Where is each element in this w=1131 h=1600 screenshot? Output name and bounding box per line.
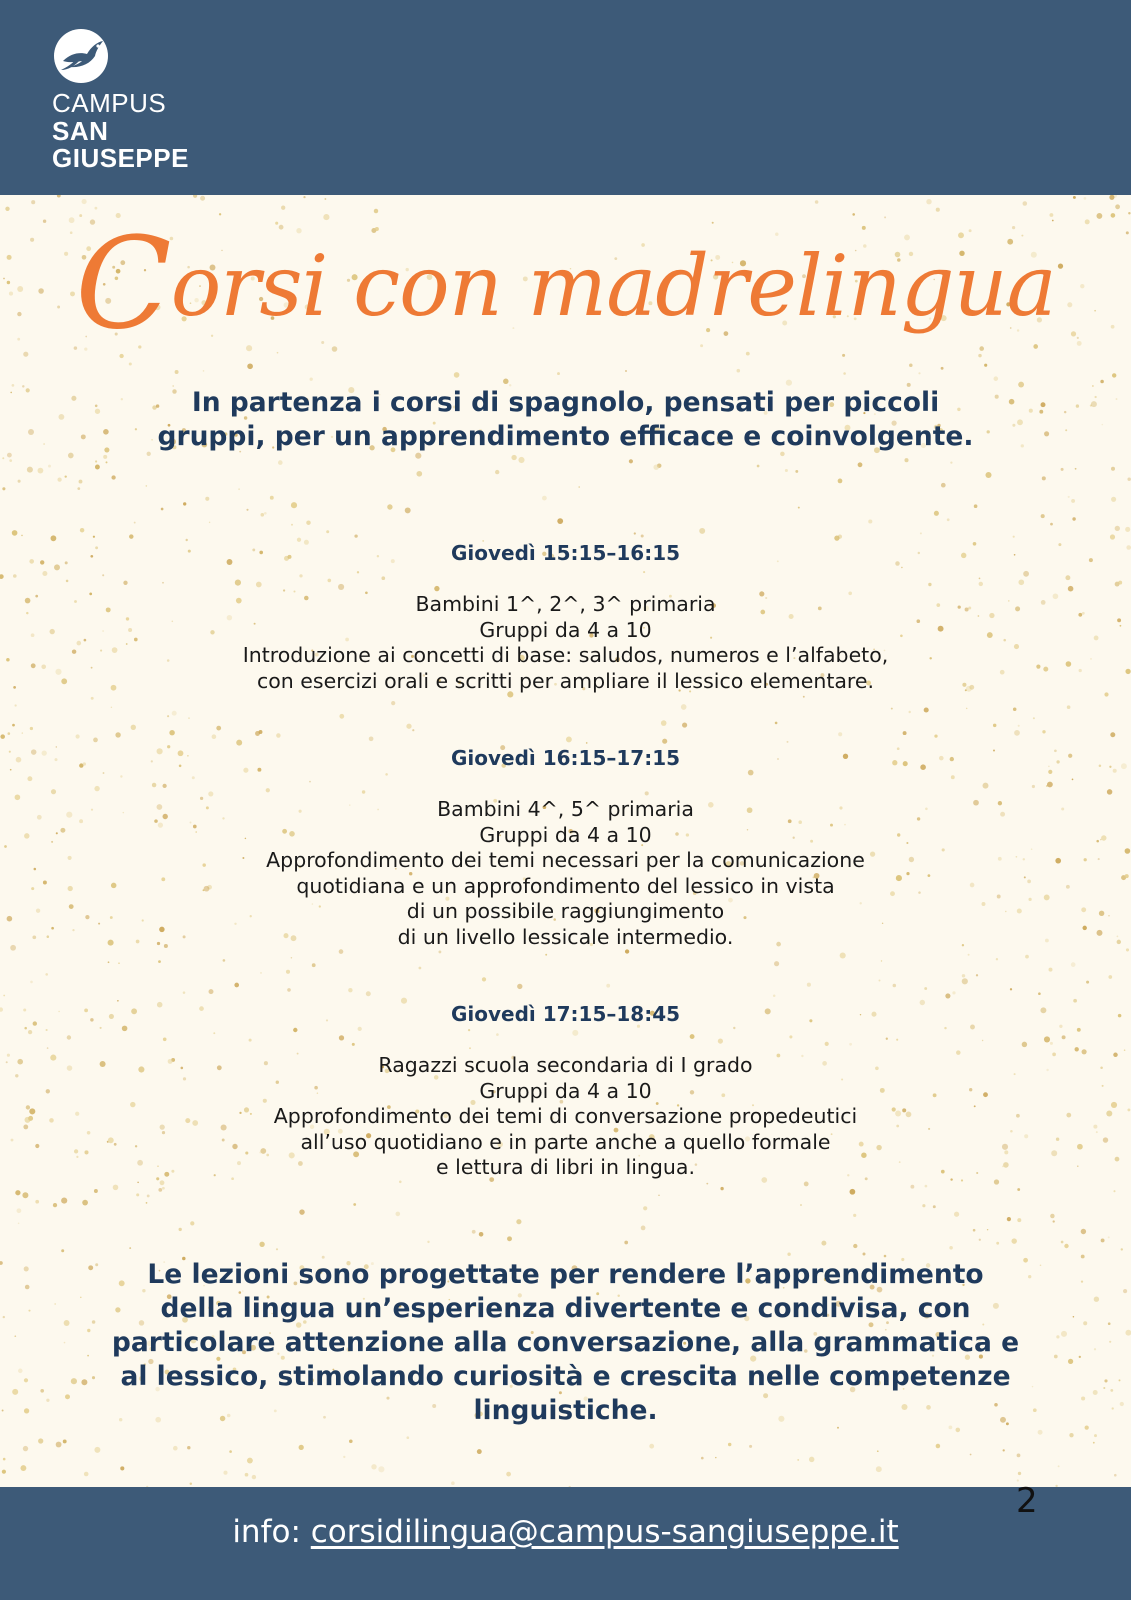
- session-line: con esercizi orali e scritti per ampliare il lessico elementare.: [256, 668, 875, 693]
- logo-line-san: SAN: [52, 116, 109, 146]
- session-line: Gruppi da 4 a 10: [479, 1078, 652, 1103]
- session-line: e lettura di libri in lingua.: [436, 1155, 695, 1179]
- header-bar: [0, 0, 1131, 195]
- footer-info: [0, 1512, 1131, 1552]
- session-line: Introduzione ai concetti di base: saludos, numeros e l’alfabeto,: [242, 643, 889, 667]
- session-line: di un livello lessicale intermedio.: [397, 924, 734, 949]
- page-title: [0, 208, 1131, 359]
- session-description: [0, 592, 1131, 694]
- session-line: Gruppi da 4 a 10: [479, 617, 652, 642]
- session-time: Giovedì 16:15–17:15: [450, 746, 681, 770]
- session-line: all’uso quotidiano e in parte anche a quello formale: [300, 1129, 831, 1154]
- intro-text: In partenza i corsi di spagnolo, pensati per piccoli gruppi, per un apprendimento efficace e coinvolgente.: [157, 387, 974, 452]
- page-number: 2: [1016, 1481, 1038, 1521]
- session-time: Giovedì 17:15–18:45: [450, 1002, 681, 1026]
- session-line: Bambini 1^, 2^, 3^ primaria: [415, 592, 716, 616]
- session-line: Gruppi da 4 a 10: [479, 822, 652, 847]
- session-description: [0, 1053, 1131, 1181]
- email-link[interactable]: corsidilingua@campus-sangiuseppe.it: [310, 1514, 899, 1550]
- footer-bar: [0, 1481, 1131, 1600]
- session-line: Bambini 4^, 5^ primaria: [437, 797, 694, 821]
- session-time: Giovedì 15:15–16:15: [450, 541, 681, 565]
- session-description: [0, 797, 1131, 950]
- campus-logo: [52, 28, 222, 178]
- session-line: Approfondimento dei temi di conversazione propedeutici: [273, 1104, 858, 1128]
- logo-line-giuseppe: GIUSEPPE: [52, 143, 189, 173]
- dove-icon: [53, 28, 109, 84]
- title-initial: C: [75, 210, 171, 357]
- session-line: Approfondimento dei temi necessari per la comunicazione: [266, 848, 865, 872]
- session-line: quotidiana e un approfondimento del lessico in vista: [296, 873, 835, 898]
- session-line: di un possibile raggiungimento: [406, 899, 725, 923]
- info-label: info:: [232, 1514, 311, 1550]
- title-rest: orsi con madrelingua: [170, 237, 1056, 335]
- closing-text: Le lezioni sono progettate per rendere l’apprendimento della lingua un’esperienza divertente e condivisa, con particolare attenzione alla conversazione, alla grammatica e al lessico, stimolando curiosità e crescita nelle competenze linguistiche.: [111, 1259, 1020, 1426]
- session-line: Ragazzi scuola secondaria di I grado: [378, 1053, 753, 1077]
- logo-line-campus: CAMPUS: [52, 88, 167, 118]
